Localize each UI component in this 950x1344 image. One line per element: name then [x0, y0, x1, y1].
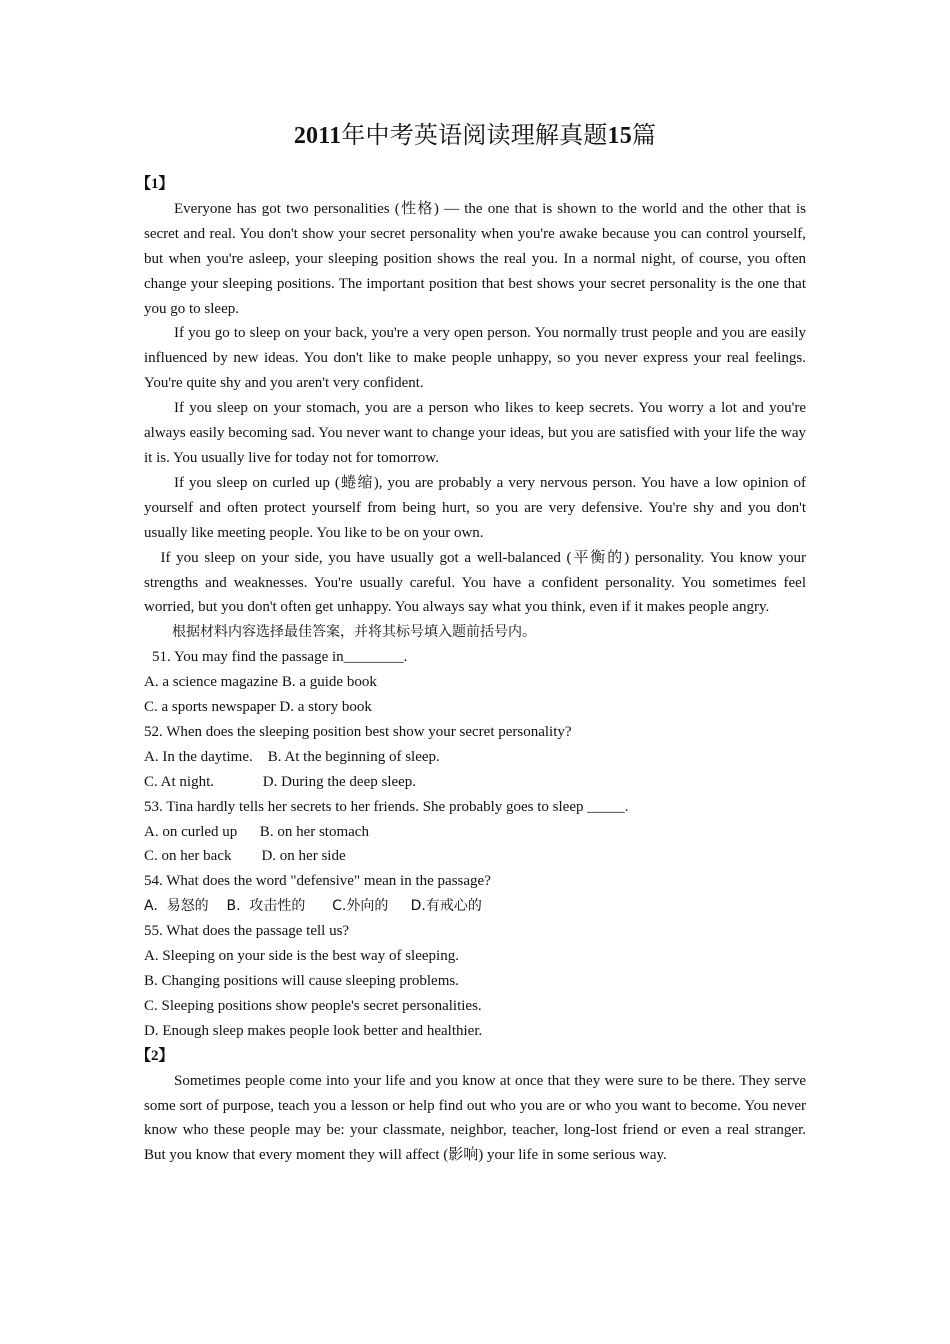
question-51 — [144, 645, 806, 720]
question-text: 52. When does the sleeping position best show your secret personality? — [144, 723, 572, 740]
section-1-paragraph-1: Everyone has got two personalities (性格) — the one that is shown to the world and the other that is secret and real. You don't show your secret personality when you're awake because you can control yourself, but when you're asleep, your sleeping position shows the real you. In a normal night, of course, you often change your sleeping positions. The important position that best shows your secret personality is the one that you go to sleep. — [144, 200, 806, 317]
question-option-line: A. a science magazine B. a guide book — [144, 674, 377, 691]
title-text-2: 篇 — [631, 123, 657, 149]
question-text: 54. What does the word "defensive" mean in the passage? — [144, 873, 491, 890]
question-option-line: C. a sports newspaper D. a story book — [144, 699, 372, 716]
question-option-line: C. At night. D. During the deep sleep. — [144, 773, 417, 790]
section-1-label: 【1】 — [136, 176, 174, 192]
instruction-text: 根据材料内容选择最佳答案，并将其标号填入题前括号内。 — [172, 624, 536, 641]
question-option-line: C. on her back D. on her side — [144, 848, 346, 865]
section-2-label: 【2】 — [136, 1047, 174, 1064]
question-55 — [144, 919, 806, 1044]
question-text: 55. What does the passage tell us? — [144, 923, 350, 940]
question-text: 53. Tina hardly tells her secrets to her friends. She probably goes to sleep _____. — [144, 798, 629, 815]
question-option-line: A. In the daytime. B. At the beginning of sleep. — [144, 748, 440, 765]
title-text-1: 年中考英语阅读理解真题 — [341, 123, 608, 149]
question-54 — [144, 869, 806, 919]
question-option-line: D. Enough sleep makes people look better and healthier. — [144, 1022, 483, 1039]
question-52 — [144, 720, 806, 795]
section-1-paragraph-3: If you sleep on your stomach, you are a person who likes to keep secrets. You worry a lot and you're always easily becoming sad. You never want to change your ideas, but you are satisfied with your life the way it is. You usually live for today not for tomorrow. — [144, 400, 806, 466]
question-53 — [144, 795, 806, 870]
section-1-paragraph-4: If you sleep on curled up (蜷缩), you are probably a very nervous person. You have a low opinion of yourself and often protect yourself from being hurt, so you are very defensive. You're shy and you don't usually like meeting people. You like to be on your own. — [144, 474, 806, 541]
section-2-paragraph-1: Sometimes people come into your life and you know at once that they were sure to be there. They serve some sort of purpose, teach you a lesson or help find out who you are or who you want to become. You never know who these people may be: your classmate, neighbor, teacher, long-lost friend or even a real stranger. But you know that every moment they will affect (影响) your life in some serious way. — [144, 1072, 806, 1164]
question-option-line: A. 易怒的 B. 攻击性的 C.外向的 D.有戒心的 — [144, 898, 482, 915]
title-number: 15 — [607, 123, 632, 149]
question-option-line: B. Changing positions will cause sleeping problems. — [144, 973, 459, 989]
title-year: 2011 — [293, 123, 342, 149]
section-1-paragraph-2: If you go to sleep on your back, you're a very open person. You normally trust people and you are easily influenced by new ideas. You don't like to make people unhappy, so you never express your real feelings. You're quite shy and you aren't very confident. — [144, 325, 806, 392]
question-text: 51. You may find the passage in________. — [152, 649, 408, 666]
document-title — [144, 121, 806, 151]
question-option-line: A. Sleeping on your side is the best way of sleeping. — [144, 948, 459, 965]
question-option-line: C. Sleeping positions show people's secret personalities. — [144, 997, 482, 1014]
question-option-line: A. on curled up B. on her stomach — [144, 823, 369, 840]
section-1-paragraph-5: If you sleep on your side, you have usually got a well-balanced (平衡的) personality. You know your strengths and weaknesses. You're usually careful. You have a confident personality. You sometimes feel worried, but you don't often get unhappy. You always say what you think, even if it makes people angry. — [144, 549, 806, 616]
document-page — [136, 108, 806, 1168]
